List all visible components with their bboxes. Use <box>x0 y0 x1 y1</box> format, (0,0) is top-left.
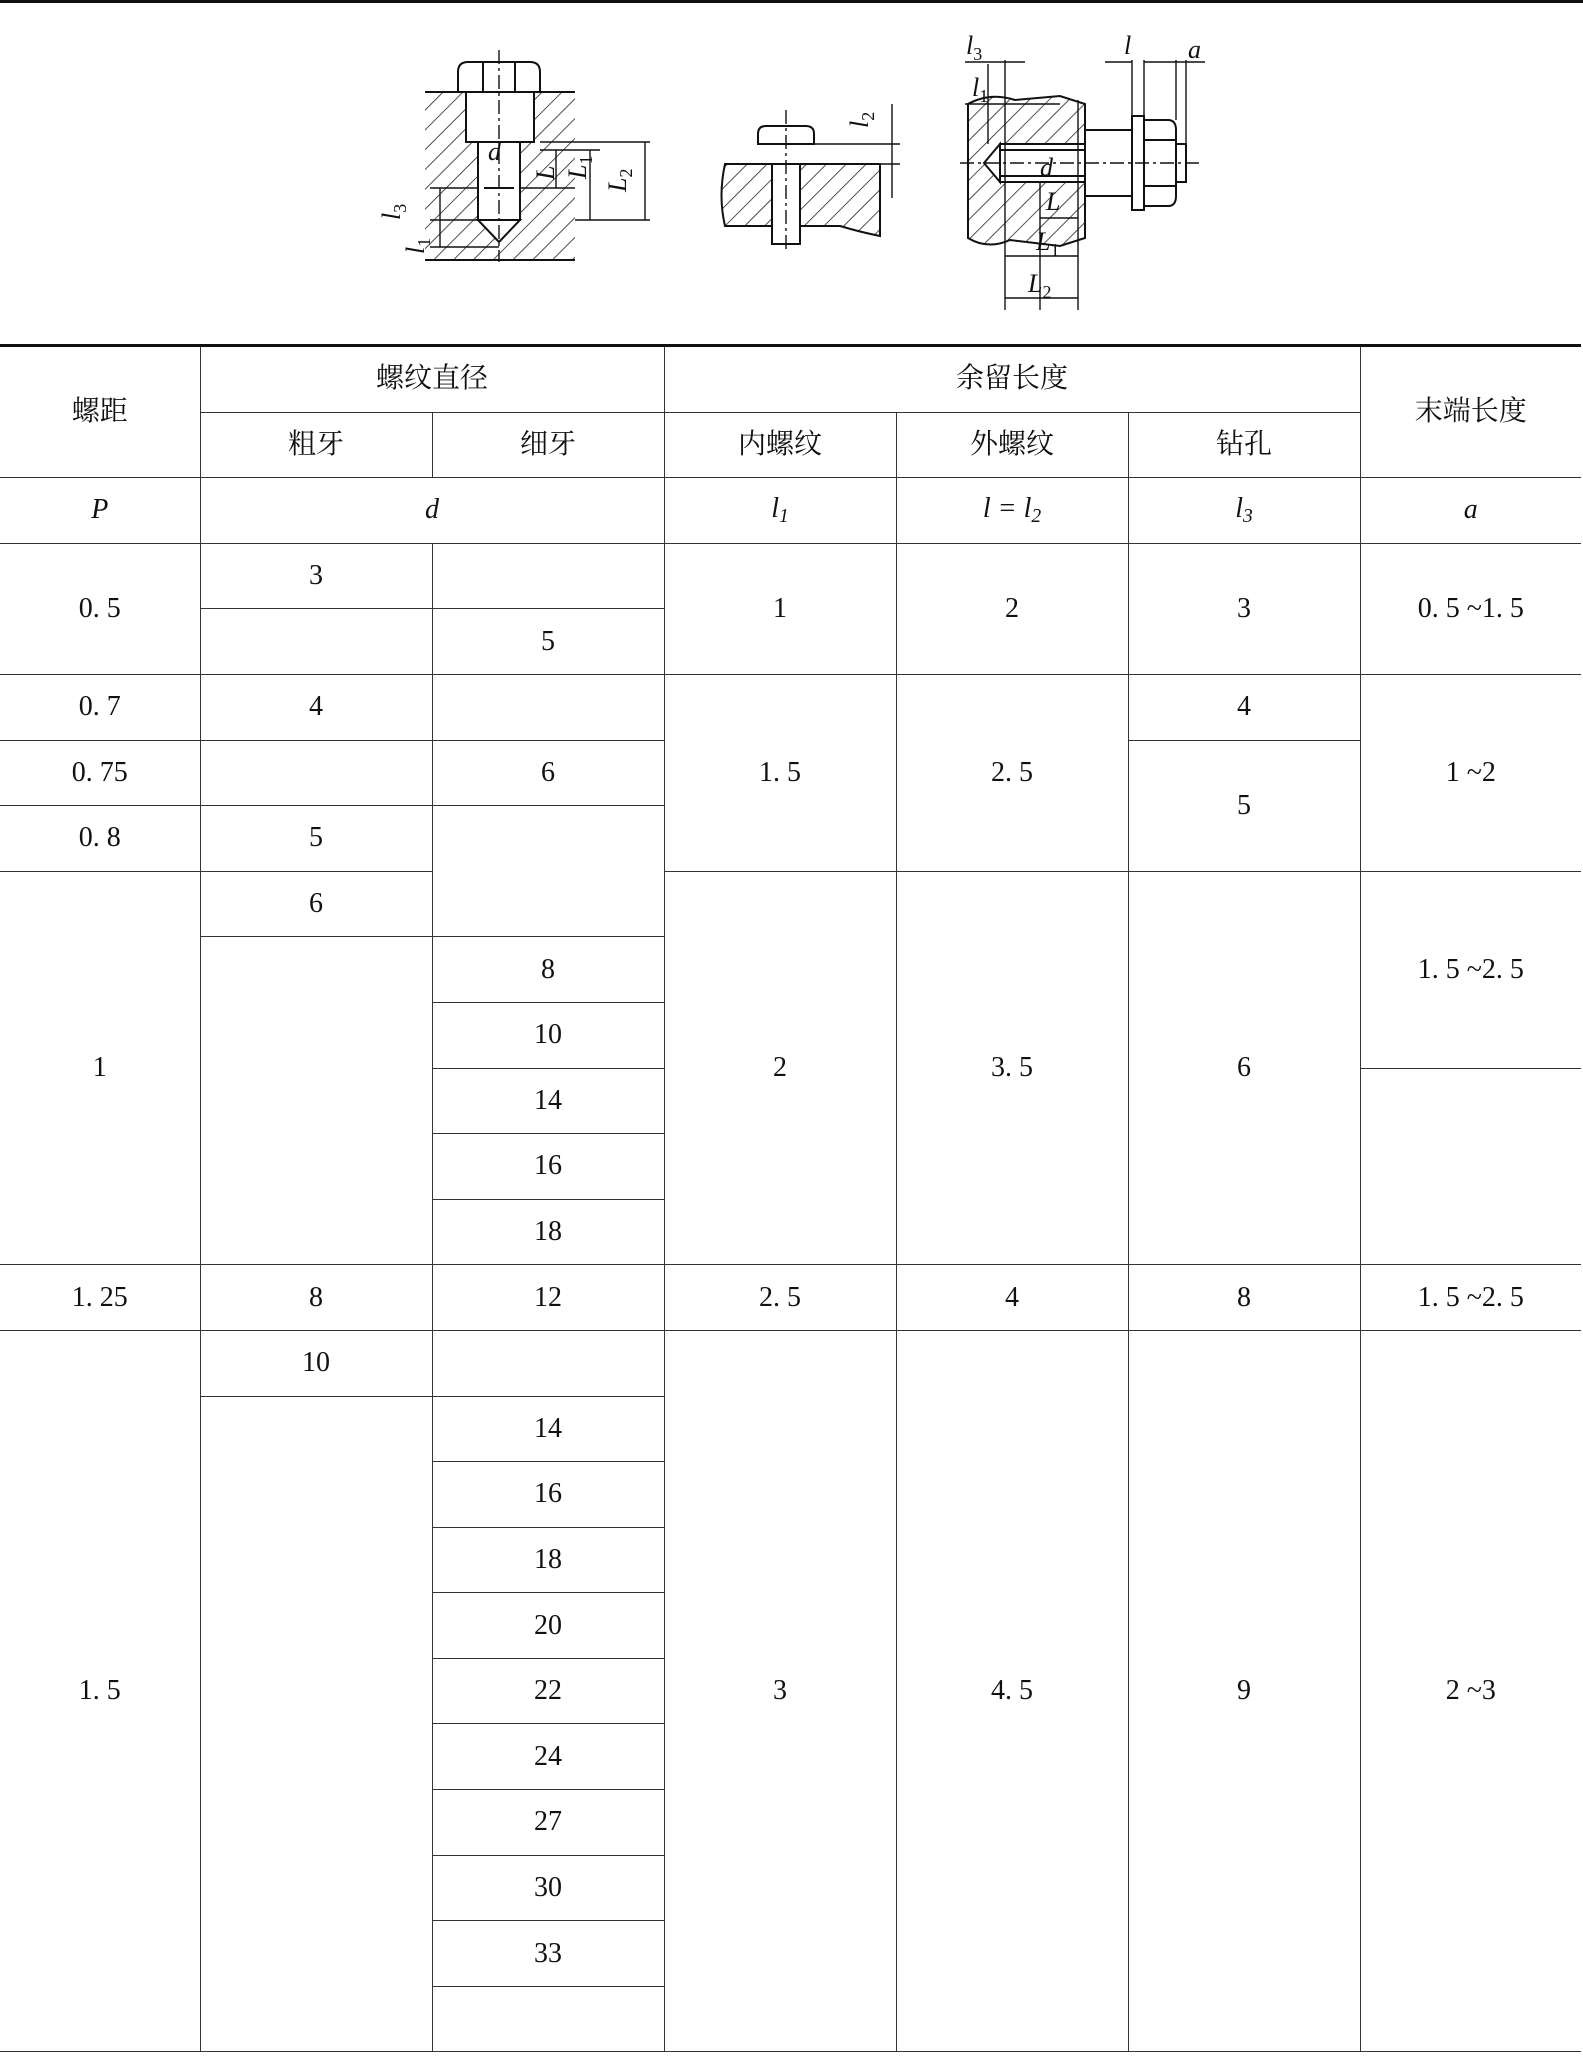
cell-fine: 22 <box>432 1658 664 1724</box>
label-d-bolt: d <box>1040 153 1053 182</box>
label-l1: $l_1$ <box>401 237 434 254</box>
bolt-nut-drawing <box>960 60 1205 310</box>
cell-l: 2. 5 <box>896 674 1128 871</box>
cell-fine: 12 <box>432 1265 664 1331</box>
cell-fine: 18 <box>432 1199 664 1265</box>
cell-coarse: 6 <box>200 871 432 937</box>
cell-l3: 5 <box>1128 740 1360 871</box>
label-l2: $l_2$ <box>845 111 878 128</box>
cell-a: 2 ~3 <box>1360 1330 1581 2052</box>
cell-l1: 2 <box>664 871 896 1265</box>
cell-pitch: 0. 7 <box>0 674 200 740</box>
header-thread-diameter: 螺纹直径 <box>200 346 664 413</box>
cell-fine <box>432 1330 664 1396</box>
cell-fine: 6 <box>432 740 664 806</box>
screw-in-blind-hole-drawing <box>425 50 650 262</box>
cell-coarse <box>200 609 432 675</box>
cell-l1: 1. 5 <box>664 674 896 871</box>
symbol-P: P <box>0 478 200 544</box>
cell-a <box>1360 1068 1581 1265</box>
thread-length-diagram <box>0 0 1583 340</box>
cell-fine: 16 <box>432 1462 664 1528</box>
cell-l1: 2. 5 <box>664 1265 896 1331</box>
label-L2: $L_2$ <box>603 168 636 192</box>
cell-pitch: 1. 5 <box>0 1330 200 2052</box>
cell-l: 2 <box>896 543 1128 674</box>
table-row <box>0 1265 1581 1331</box>
cell-pitch: 0. 75 <box>0 740 200 806</box>
cell-pitch: 1. 25 <box>0 1265 200 1331</box>
cell-fine: 8 <box>432 937 664 1003</box>
cell-a: 1. 5 ~2. 5 <box>1360 1265 1581 1331</box>
symbol-a: a <box>1360 478 1581 544</box>
cell-fine: 20 <box>432 1593 664 1659</box>
cell-fine: 27 <box>432 1790 664 1856</box>
cell-l3: 9 <box>1128 1330 1360 2052</box>
cell-fine <box>432 543 664 609</box>
cell-fine <box>432 1986 664 2052</box>
cell-coarse: 10 <box>200 1330 432 1396</box>
header-external: 外螺纹 <box>896 412 1128 478</box>
cell-l3: 3 <box>1128 543 1360 674</box>
cell-fine: 10 <box>432 1002 664 1068</box>
cell-fine: 16 <box>432 1134 664 1200</box>
cell-l: 4 <box>896 1265 1128 1331</box>
label-L1-bolt: $L_1$ <box>1036 227 1060 260</box>
symbol-l3: $l_3$ <box>1128 478 1360 544</box>
symbol-l-eq-l2: $l = l_2$ <box>896 478 1128 544</box>
label-l1-bolt: $l_1$ <box>972 73 989 106</box>
table-row <box>0 1330 1581 1396</box>
cell-coarse <box>200 937 432 1265</box>
cell-coarse: 4 <box>200 674 432 740</box>
thread-length-table <box>0 344 1581 2052</box>
label-L2-bolt: $L_2$ <box>1028 269 1052 302</box>
header-fine: 细牙 <box>432 412 664 478</box>
cell-a: 1. 5 ~2. 5 <box>1360 871 1581 1068</box>
header-pitch: 螺距 <box>0 346 200 478</box>
cell-l: 4. 5 <box>896 1330 1128 2052</box>
label-L-bolt: L <box>1046 187 1061 216</box>
cell-fine: 24 <box>432 1724 664 1790</box>
cell-fine <box>432 806 664 937</box>
cell-l: 3. 5 <box>896 871 1128 1265</box>
label-L1: $L_1$ <box>563 155 596 179</box>
label-a: a <box>1188 35 1201 64</box>
cell-fine <box>432 674 664 740</box>
label-L: L <box>531 165 560 180</box>
cell-a: 1 ~2 <box>1360 674 1581 871</box>
cell-l1: 3 <box>664 1330 896 2052</box>
cell-coarse <box>200 1396 432 2052</box>
cell-l3: 4 <box>1128 674 1360 740</box>
header-coarse: 粗牙 <box>200 412 432 478</box>
cell-coarse: 8 <box>200 1265 432 1331</box>
label-l3-bolt: $l_3$ <box>966 31 983 64</box>
cell-coarse: 5 <box>200 806 432 872</box>
label-d: d <box>488 137 501 166</box>
cell-fine: 30 <box>432 1855 664 1921</box>
header-end-length: 末端长度 <box>1360 346 1581 478</box>
table-row <box>0 543 1581 609</box>
cell-fine: 14 <box>432 1396 664 1462</box>
header-drill: 钻孔 <box>1128 412 1360 478</box>
cell-l1: 1 <box>664 543 896 674</box>
symbol-l1: $l_1$ <box>664 478 896 544</box>
cell-l3: 6 <box>1128 871 1360 1265</box>
table-row <box>0 871 1581 937</box>
cell-l3: 8 <box>1128 1265 1360 1331</box>
label-l3: $l_3$ <box>377 203 410 220</box>
cell-pitch: 0. 5 <box>0 543 200 674</box>
cell-fine: 33 <box>432 1921 664 1987</box>
cell-pitch: 0. 8 <box>0 806 200 872</box>
cell-fine: 18 <box>432 1527 664 1593</box>
cell-coarse <box>200 740 432 806</box>
cell-fine: 5 <box>432 609 664 675</box>
cell-pitch: 1 <box>0 871 200 1265</box>
cell-a: 0. 5 ~1. 5 <box>1360 543 1581 674</box>
cell-coarse: 3 <box>200 543 432 609</box>
table-row <box>0 674 1581 740</box>
header-internal: 内螺纹 <box>664 412 896 478</box>
header-remaining-length: 余留长度 <box>664 346 1360 413</box>
cell-fine: 14 <box>432 1068 664 1134</box>
symbol-d: d <box>200 478 664 544</box>
label-l-bolt: l <box>1124 31 1132 60</box>
